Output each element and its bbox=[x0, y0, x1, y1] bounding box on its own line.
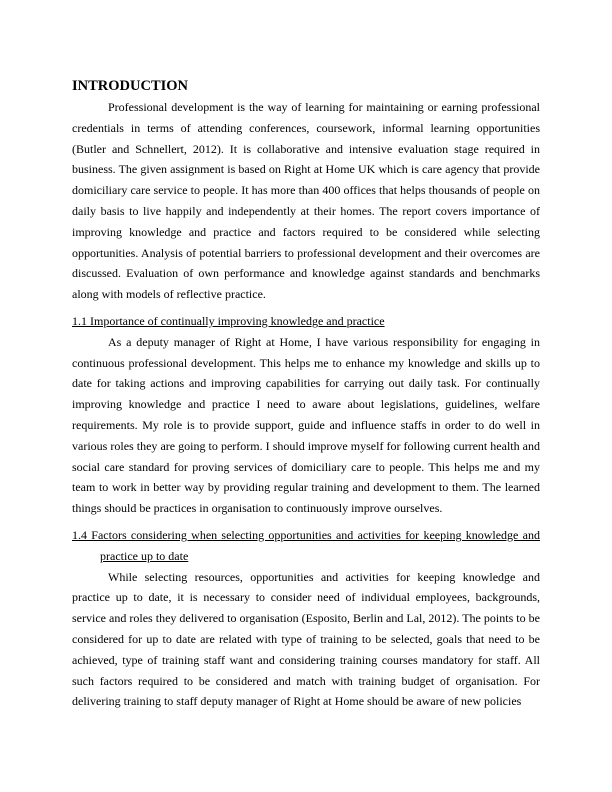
section-1-4-title: 1.4 Factors considering when selecting opportunities and activities for keeping knowledge and practice up to date bbox=[72, 527, 540, 563]
section-1-1-title: 1.1 Importance of continually improving knowledge and practice bbox=[72, 313, 385, 328]
intro-paragraph: Professional development is the way of learning for maintaining or earning professional credentials in terms of attending conferences, coursework, informal learning opportunities (Butler and Schnellert, 2012). It is collaborative and intensive evaluation stage required in business. The given assignment is based on Right at Home UK which is care agency that provide domiciliary care service to people. It has more than 400 offices that helps thousands of people on daily basis to live happily and independently at their homes. The report covers importance of improving knowledge and practice and factors required to be considered while selecting opportunities. Analysis of potential barriers to professional development and their overcomes are discussed. Evaluation of own performance and knowledge against standards and benchmarks along with models of reflective practice. bbox=[72, 100, 540, 302]
document-page bbox=[72, 76, 540, 712]
section-1-4-paragraph: While selecting resources, opportunities and activities for keeping knowledge and practice up to date, it is necessary to consider need of individual employees, backgrounds, service and roles they delivered to organisation (Esposito, Berlin and Lal, 2012). The points to be considered for up to date are related with type of training to be selected, goals that need to be achieved, type of training staff want and considering training courses mandatory for staff. All such factors required to be considered and match with training budget of organisation. For delivering training to staff deputy manager of Right at Home should be aware of new policies bbox=[72, 569, 540, 709]
introduction-heading: INTRODUCTION bbox=[72, 78, 189, 94]
section-1-1-paragraph: As a deputy manager of Right at Home, I have various responsibility for engaging in continuous professional development. This helps me to enhance my knowledge and skills up to date for taking actions and improving capabilities for carrying out daily task. For continually improving knowledge and practice I need to aware about legislations, guidelines, welfare requirements. My role is to provide support, guide and influence staffs in order to do well in various roles they are going to perform. I should improve myself for following current health and social care standard for proving services of domiciliary care to people. This helps me and my team to work in better way by providing regular training and development to them. The learned things should be practices in organisation to continuously improve ourselves. bbox=[72, 334, 540, 516]
